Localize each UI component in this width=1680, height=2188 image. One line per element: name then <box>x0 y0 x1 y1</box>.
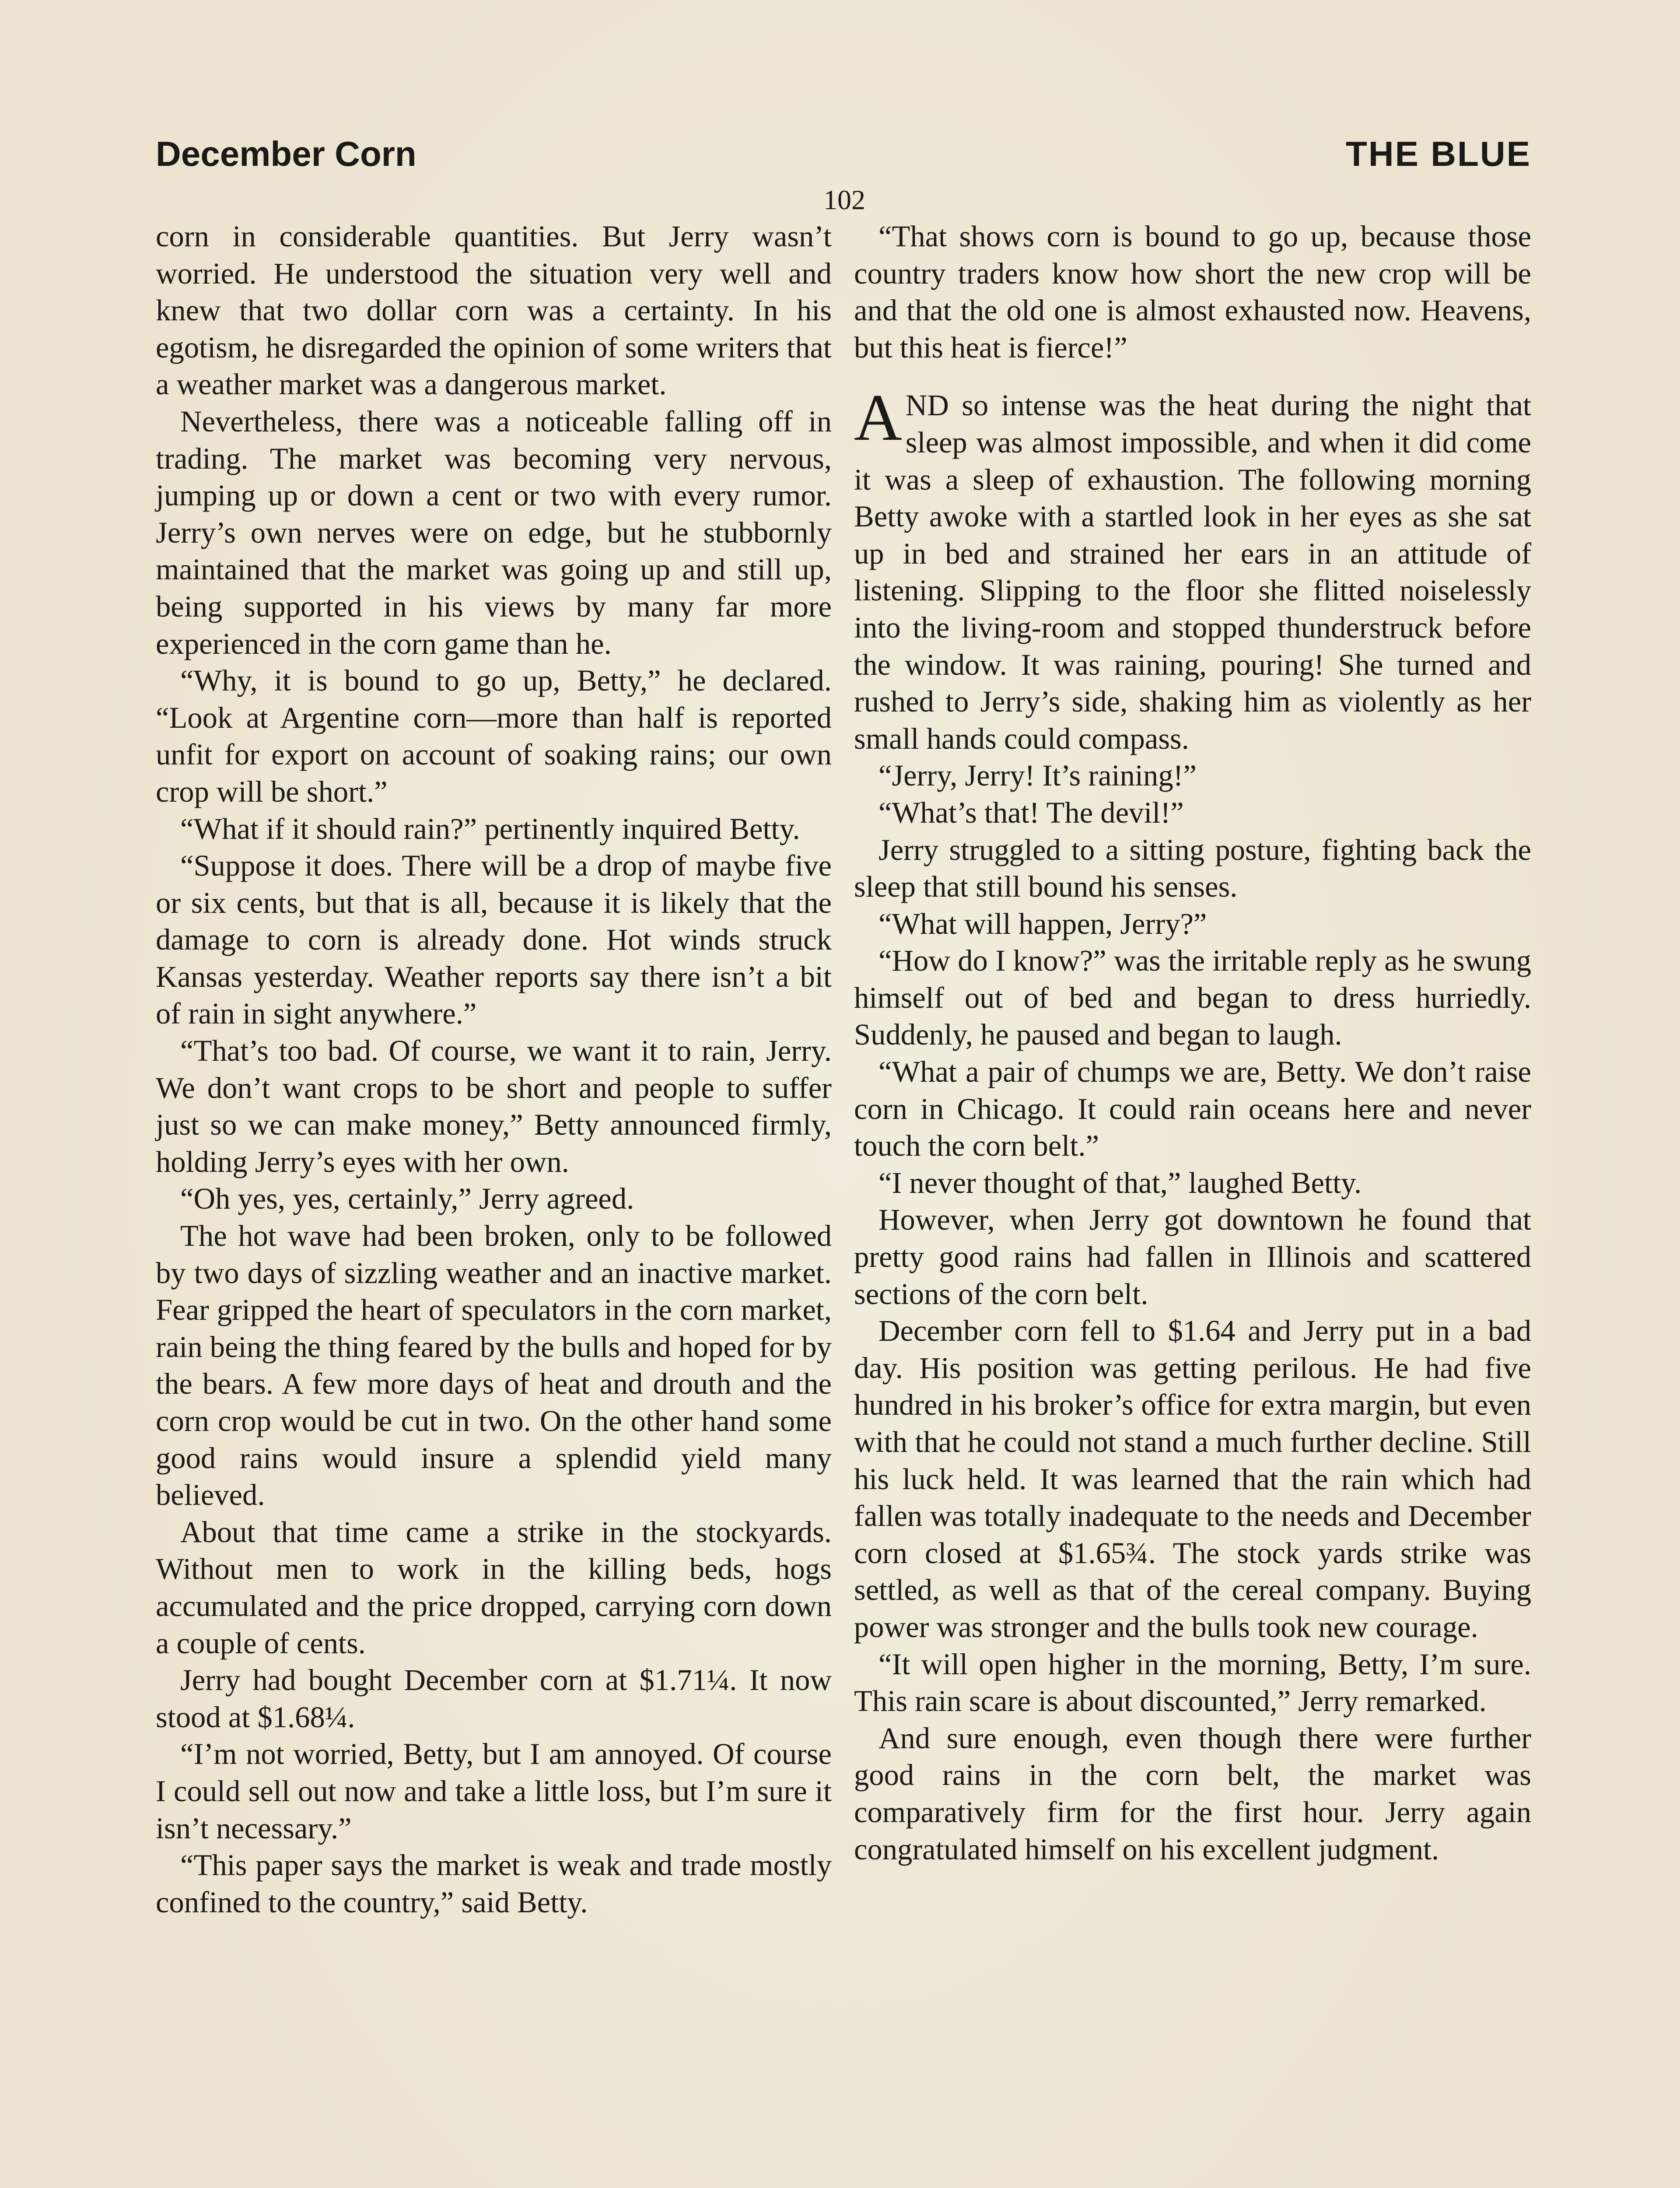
paragraph: “This paper says the market is weak and trade mostly confined to the country,” said Betty. <box>156 1848 832 1919</box>
paragraph: “Suppose it does. There will be a drop of maybe five or six cents, but that is all, because it is likely that the damage to corn is already done. Hot winds struck Kansas yesterday. Weather reports say there isn’t a bit of rain in sight anywhere.” <box>156 849 832 1031</box>
section-opening-paragraph <box>854 381 1531 757</box>
paragraph: Jerry struggled to a sitting posture, fighting back the sleep that still bound his senses. <box>854 833 1531 904</box>
paragraph: “It will open higher in the morning, Betty, I’m sure. This rain scare is about discounted,” Jerry remarked. <box>854 1647 1531 1718</box>
paragraph: “What if it should rain?” pertinently inquired Betty. <box>180 812 800 845</box>
paragraph: “I’m not worried, Betty, but I am annoyed. Of course I could sell out now and take a little loss, but I’m sure it isn’t necessary.” <box>156 1737 832 1845</box>
paragraph: “What will happen, Jerry?” <box>878 907 1207 940</box>
paragraph: About that time came a strike in the stockyards. Without men to work in the killing beds, hogs accumulated and the price dropped, carrying corn down a couple of cents. <box>156 1515 832 1660</box>
paragraph: Nevertheless, there was a noticeable falling off in trading. The market was becoming very nervous, jumping up or down a cent or two with every rumor. Jerry’s own nerves were on edge, but he stubbornly maintained that the market was going up and still up, being supported in his views by many far more experienced in the corn game than he. <box>156 404 832 660</box>
left-column <box>156 218 832 1921</box>
magazine-title: THE BLUE <box>1346 134 1531 173</box>
paragraph: The hot wave had been broken, only to be followed by two days of sizzling weather and an inactive market. Fear gripped the heart of speculators in the corn market, rain being the thing feared by the bulls and hoped for by the bears. A few more days of heat and drouth and the corn crop would be cut in two. On the other hand some good rains would insure a splendid yield many believed. <box>156 1219 832 1512</box>
paragraph: “I never thought of that,” laughed Betty. <box>878 1166 1362 1199</box>
paragraph: December corn fell to $1.64 and Jerry put in a bad day. His position was getting perilous. He had five hundred in his broker’s office for extra margin, but even with that he could not stand a much further decline. Still his luck held. It was learned that the rain which had fallen was totally inadequate to the needs and December corn closed at $1.65¾. The stock yards strike was settled, as well as that of the cereal company. Buying power was stronger and the bulls took new courage. <box>854 1314 1531 1644</box>
drop-cap: A <box>854 381 902 455</box>
paragraph: “Oh yes, yes, certainly,” Jerry agreed. <box>180 1182 634 1216</box>
paragraph: “Jerry, Jerry! It’s raining!” <box>878 759 1197 792</box>
running-head <box>156 134 1531 182</box>
paragraph: Jerry had bought December corn at $1.71¼. It now stood at $1.68¼. <box>156 1663 832 1734</box>
paragraph: corn in considerable quantities. But Jerry wasn’t worried. He understood the situation very well and knew that two dollar corn was a certainty. In his egotism, he disregarded the opinion of some writers that a weather market was a dangerous market. <box>156 220 832 401</box>
right-column <box>854 218 1531 1868</box>
paragraph: “What a pair of chumps we are, Betty. We don’t raise corn in Chicago. It could rain oceans here and never touch the corn belt.” <box>854 1055 1531 1163</box>
paragraph: “Why, it is bound to go up, Betty,” he declared. “Look at Argentine corn—more than half is reported unfit for export on account of soaking rains; our own crop will be short.” <box>156 664 832 808</box>
section-opening-text: ND so intense was the heat during the night that sleep was almost impossible, and when it did come it was a sleep of exhaustion. The following morning Betty awoke with a startled look in her eyes as she sat up in bed and strained her ears in an attitude of listening. Slipping to the floor she flitted noiselessly into the living-room and stopped thunderstruck before the window. It was raining, pouring! She turned and rushed to Jerry’s side, shaking him as violently as her small hands could compass. <box>854 389 1531 755</box>
paragraph: “That shows corn is bound to go up, because those country traders know how short the new crop will be and that the old one is almost exhausted now. Heavens, but this heat is fierce!” <box>854 220 1531 364</box>
paragraph: “What’s that! The devil!” <box>878 796 1184 829</box>
story-title: December Corn <box>156 134 416 173</box>
page-number: 102 <box>823 184 865 215</box>
paragraph: “How do I know?” was the irritable reply as he swung himself out of bed and began to dress hurriedly. Suddenly, he paused and began to laugh. <box>854 944 1531 1052</box>
paragraph: However, when Jerry got downtown he found that pretty good rains had fallen in Illinois and scattered sections of the corn belt. <box>854 1203 1531 1311</box>
paragraph: “That’s too bad. Of course, we want it to rain, Jerry. We don’t want crops to be short and people to suffer just so we can make money,” Betty announced firmly, holding Jerry’s eyes with her own. <box>156 1034 832 1178</box>
paragraph: And sure enough, even though there were further good rains in the corn belt, the market was comparatively firm for the first hour. Jerry again congratulated himself on his excellent judgment. <box>854 1721 1531 1866</box>
